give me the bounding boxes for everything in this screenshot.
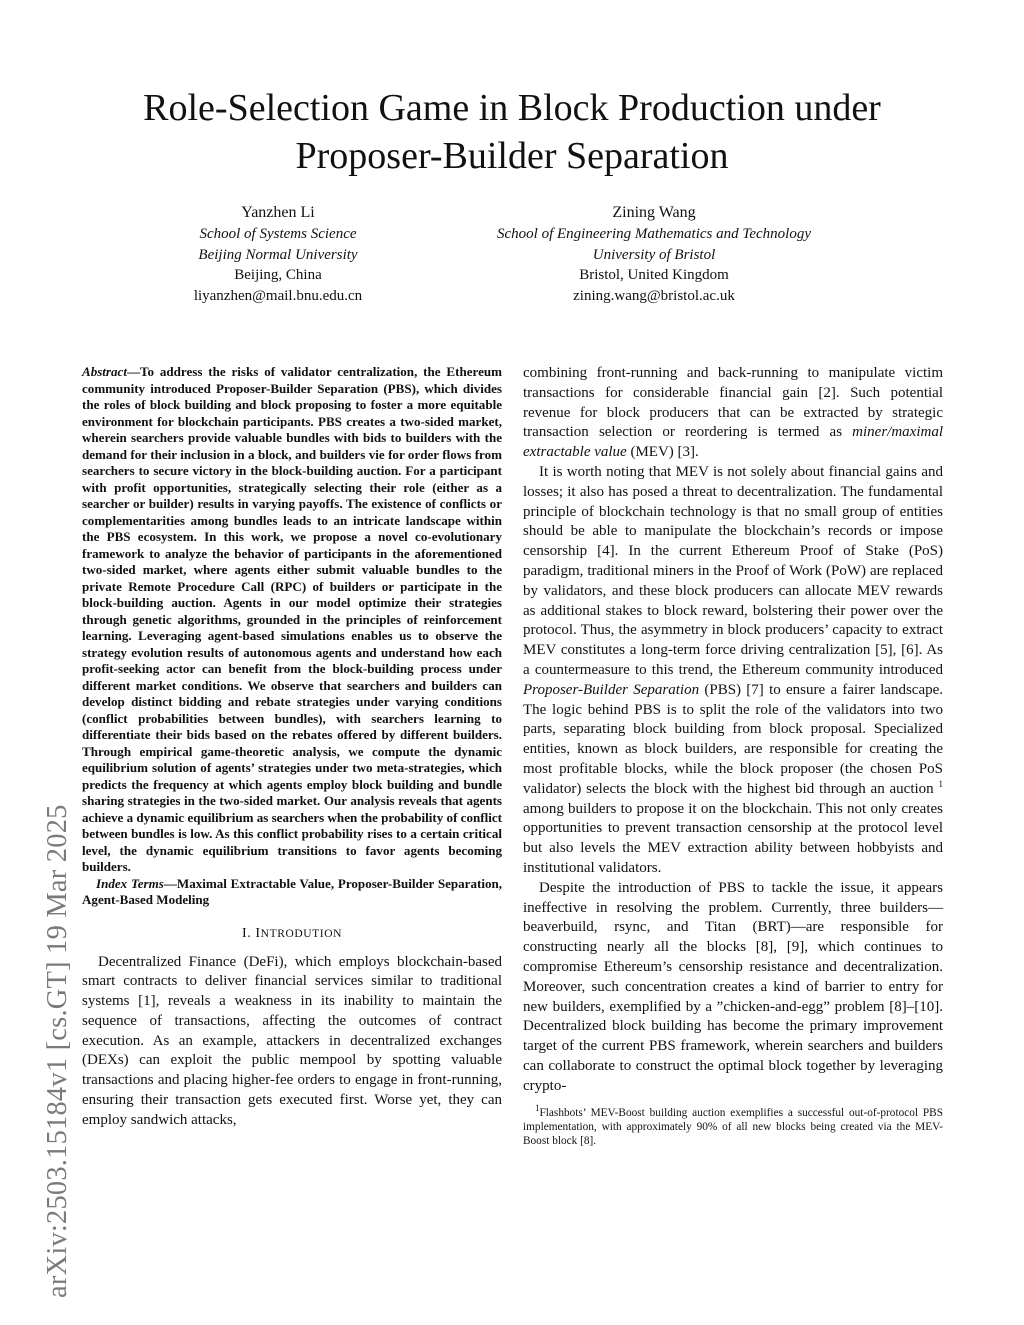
- author-institution: Beijing Normal University: [198, 246, 358, 263]
- p1-text-b: (MEV) [3].: [626, 444, 699, 461]
- author-institution: University of Bristol: [592, 246, 716, 263]
- left-column: [82, 364, 502, 1131]
- index-terms-text: —Maximal Extractable Value, Proposer-Builder Separation, Agent-Based Modeling: [82, 875, 502, 907]
- footnote: [523, 1103, 943, 1148]
- author-block-2: [462, 202, 846, 306]
- author-name: Zining Wang: [612, 204, 696, 221]
- index-terms-label: Index Terms: [96, 875, 164, 891]
- arxiv-sidebar: [14, 350, 73, 1298]
- abstract-text: —To address the risks of validator centralization, the Ethereum community introduced Proposer-Builder Separation (PBS), which divides the roles of block building and block proposing to foster a more equitable environment for blockchain participants. PBS creates a two-sided market, wherein searchers provide valuable bundles with bids to builders with the demand for their inclusion in a block, and builders vie for order flows from searchers to secure victory in the block-building auction. For a participant with profit opportunities, strategically selecting their role (either as a searcher or builder) results in varying payoffs. The existence of conflicts or complementarities among bundles leads to an intricate landscape within the PBS ecosystem. In this work, we propose a novel co-evolutionary framework to analyze the behavior of participants in the aforementioned two-sided market, where agents either submit valuable bundles to the private Remote Procedure Call (RPC) of builders or participate in the block-building auction. Agents in our model optimize their strategies through genetic algorithms, grounded in the principles of reinforcement learning. Leveraging agent-based simulations enables us to observe the strategy evolution results of autonomous agents and understand how each profit-seeking actor can benefit from the block-building process under different market conditions. We observe that searchers and builders can develop distinct bidding and rebate strategies under varying conditions (conflict probabilities between bundles), with searchers learning to differentiate their bids based on the rebates offered by different builders. Through empirical game-theoretic analysis, we compute the dynamic equilibrium solution of agents’ strategies under two meta-strategies, which predicts the frequency at which agents employ block building and bundle sharing strategies in the two-sided market. Our analysis reveals that agents achieve a dynamic equilibrium as searchers when the probability of conflict between bundles is low. As this conflict probability rises to a certain critical level, the dynamic equilibrium transitions to favor agents becoming builders.: [82, 364, 502, 874]
- paper-title: [80, 84, 944, 180]
- abstract: [82, 364, 502, 876]
- author-department: School of Systems Science: [199, 226, 357, 242]
- p2-text-c: among builders to propose it on the blockchain. This not only creates opportunities to prevent transaction censorship at the protocol level but also levels the MEV extraction ability between hobbyists and institutional validators.: [523, 800, 943, 876]
- author-name: Yanzhen Li: [241, 204, 315, 221]
- p1-text-a: combining front-running and back-running to manipulate victim transactions for considerable financial gain [2]. Such potential revenue for block producers that can be extracted by strategic transaction selection or reordering is termed as: [523, 365, 943, 441]
- right-column: [523, 364, 943, 1148]
- section-title-first: I: [255, 925, 261, 941]
- author-location: Bristol, United Kingdom: [579, 267, 729, 284]
- index-terms: [82, 876, 502, 909]
- title-line-2: Proposer-Builder Separation: [295, 135, 729, 177]
- p1-emphasis: miner/maximal extractable value: [523, 424, 943, 461]
- author-department: School of Engineering Mathematics and Technology: [497, 226, 811, 242]
- author-location: Beijing, China: [234, 267, 322, 284]
- p2-emphasis: Proposer-Builder Separation: [523, 681, 700, 698]
- author-email: liyanzhen@mail.bnu.edu.cn: [193, 287, 363, 304]
- footnote-reference: 1: [938, 778, 943, 789]
- section-numeral: I.: [241, 925, 256, 941]
- section-heading-introduction: [82, 926, 502, 942]
- section-title-rest: NTRODUTION: [260, 927, 343, 940]
- author-block-1: [178, 202, 378, 306]
- abstract-label: Abstract: [82, 364, 127, 379]
- footnote-mark: 1: [535, 1103, 540, 1114]
- p2-text-b: (PBS) [7] to ensure a fairer landscape. The logic behind PBS is to split the role of the validators into two parts, separating block building from block proposal. Specialized entities, known as block builders, are responsible for creating the most profitable blocks, while the block proposer (the chosen PoS validator) selects the block with the highest bid through an auction: [523, 681, 944, 797]
- intro-paragraph-continued: [523, 364, 943, 463]
- intro-paragraph-1: Decentralized Finance (DeFi), which employs blockchain-based smart contracts to deliver financial services similar to traditional systems [1], reveals a weakness in its inability to maintain the sequence of transactions, affecting the outcomes of contract execution. As an example, attackers in decentralized exchanges (DEXs) can exploit the public mempool by spotting valuable transactions and placing higher-fee orders to engage in front-running, ensuring their transaction gets executed first. Worse yet, they can employ sandwich attacks,: [82, 953, 502, 1128]
- footnote-text: Flashbots’ MEV-Boost building auction exemplifies a successful out-of-protocol PBS implementation, with approximately 90% of all new blocks being created via the MEV-Boost block [8].: [523, 1107, 943, 1148]
- intro-paragraph-3: Despite the introduction of PBS to tackle the issue, it appears ineffective in resolving the problem. Currently, three builders—beaverbuild, rsync, and Titan (BRT)—are responsible for constructing nearly all the blocks [8], [9], which continues to compromise Ethereum’s censorship resistance and decentralization. Moreover, such concentration creates a kind of barrier to entry for new builders, exemplified by a ”chicken-and-egg” problem [8]–[10]. Decentralized block building has become the primary improvement target of the current PBS framework, wherein searchers and builders can collaborate to construct the optimal block together by leveraging crypto-: [523, 879, 943, 1094]
- author-email: zining.wang@bristol.ac.uk: [573, 287, 735, 304]
- title-line-1: Role-Selection Game in Block Production under: [143, 87, 881, 129]
- intro-paragraph-2: [523, 463, 943, 879]
- p2-text-a: It is worth noting that MEV is not solely about financial gains and losses; it also has posed a threat to decentralization. The fundamental principle of blockchain technology is that no small group of entities should be able to manipulate the blockchain’s records or impose censorship [4]. In the current Ethereum Proof of Stake (PoS) paradigm, traditional miners in the Proof of Work (PoW) are replaced by validators, and these block producers can allocate MEV rewards as additional stakes to block reward, bolstering their power over the protocol. Thus, the asymmetry in block producers’ capacity to extract MEV constitutes a long-term force driving centralization [5], [6]. As a countermeasure to this trend, the Ethereum community introduced: [523, 463, 943, 678]
- arxiv-identifier: arXiv:2503.15184v1 [cs.GT] 19 Mar 2025: [42, 804, 73, 1298]
